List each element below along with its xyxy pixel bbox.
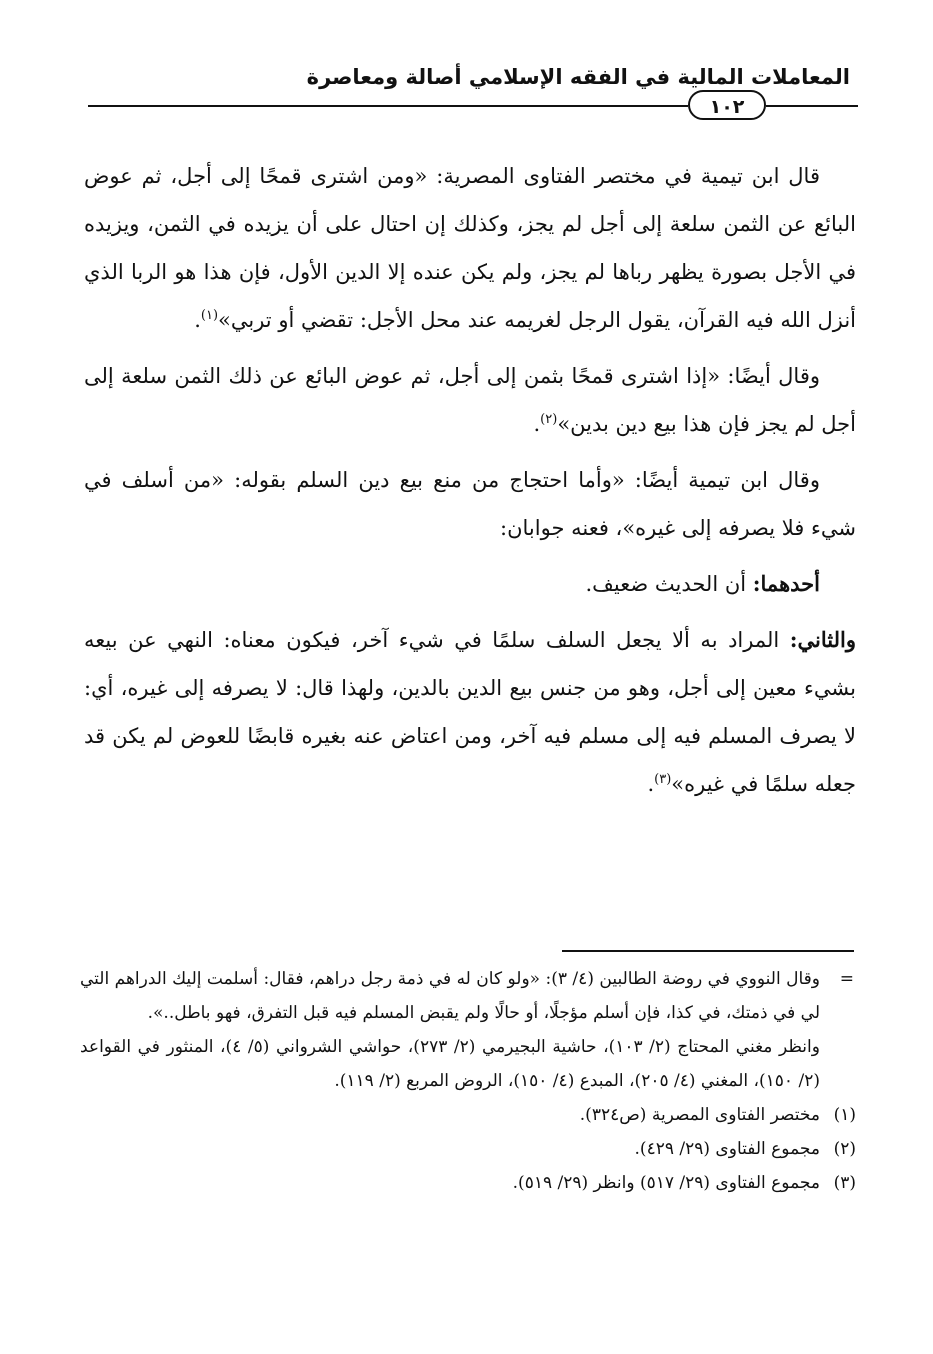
answer-2-text: المراد به ألا يجعل السلف سلمًا في شيء آخر، فيكون معناه: النهي عن بيعه بشيء معين إلى أجل، وهو من جنس بيع الدين بالدين، ولهذا قال: لا يصرفه إلى غيره، أي: لا يصرف المسلم فيه إلى مسلم فيه آخر، ومن اعتاض عنه بغيره قابضًا للعوض لم يكن قد جعله سلمًا في غيره»: [84, 628, 856, 796]
footnote-1-text: مختصر الفتاوى المصرية (ص٣٢٤).: [579, 1105, 820, 1125]
footnote-2-text: مجموع الفتاوى (٢٩/ ٤٢٩).: [634, 1139, 820, 1159]
main-text: [84, 152, 856, 816]
footnote-continuation: [80, 962, 856, 1098]
footnote-2: [80, 1132, 856, 1166]
paragraph-1: قال ابن تيمية في مختصر الفتاوى المصرية: «ومن اشترى قمحًا إلى أجل، ثم عوض البائع عن الثمن سلعة إلى أجل لم يجز، وكذلك إن احتال على أن يزيده في الثمن، ويزيده في الأجل بصورة يظهر رباها لم يجز، ولم يكن عنده إلا الدين الأول، فإن هذا هو الربا الذي أنزل الله فيه القرآن، يقول الرجل لغريمه عند محل الأجل: تقضي أو تربي»$^{(١)}$.: [84, 164, 856, 332]
footnote-3-number: (٣): [833, 1173, 856, 1193]
footnote-3-text: مجموع الفتاوى (٢٩/ ٥١٧) وانظر (٢٩/ ٥١٩).: [512, 1173, 820, 1193]
running-header-title: المعاملات المالية في الفقه الإسلامي أصالة ومعاصرة: [306, 65, 850, 89]
footnotes: [80, 962, 856, 1200]
paragraph-2-text: وقال أيضًا: «إذا اشترى قمحًا بثمن إلى أجل، ثم عوض البائع عن ذلك الثمن سلعة إلى أجل لم يجز فإن هذا بيع دين بدين»: [84, 364, 856, 436]
continuation-text: وقال النووي في روضة الطالبين (٤/ ٣): «ولو كان له في ذمة رجل دراهم، فقال: أسلمت إليك الدراهم التي لي في ذمتك، في كذا، فإن أسلم مؤجلًا، أو حالًا ولم يقبض المسلم فيه قبل التفرق، فهو باطل..».: [80, 969, 820, 1023]
answer-1-text: أن الحديث ضعيف.: [585, 572, 747, 596]
page-number: ١٠٢: [688, 90, 766, 120]
footnote-1-number: (١): [833, 1105, 856, 1125]
paragraph-2: وقال أيضًا: «إذا اشترى قمحًا بثمن إلى أجل، ثم عوض البائع عن ذلك الثمن سلعة إلى أجل لم يجز فإن هذا بيع دين بدين»$^{(٢)}$.: [84, 364, 856, 436]
footnote-1: [80, 1098, 856, 1132]
paragraph-5: والثاني: المراد به ألا يجعل السلف سلمًا في شيء آخر، فيكون معناه: النهي عن بيعه بشيء معين إلى أجل، وهو من جنس بيع الدين بالدين، ولهذا قال: لا يصرفه إلى غيره، أي: لا يصرف المسلم فيه إلى مسلم فيه آخر، ومن اعتاض عنه بغيره قابضًا للعوض لم يكن قد جعله سلمًا في غيره»$^{(٣)}$.: [84, 627, 856, 796]
footnote-ref-3: (٣): [654, 772, 672, 787]
footnote-ref-1: (١): [200, 308, 219, 323]
footnote-2-number: (٢): [833, 1139, 856, 1159]
paragraph-1-text: قال ابن تيمية في مختصر الفتاوى المصرية: «ومن اشترى قمحًا إلى أجل، ثم عوض البائع عن الثمن سلعة إلى أجل لم يجز، وكذلك إن احتال على أن يزيده في الثمن، ويزيده في الأجل بصورة يظهر رباها لم يجز، ولم يكن عنده إلا الدين الأول، فإن هذا هو الربا الذي أنزل الله فيه القرآن، يقول الرجل لغريمه عند محل الأجل: تقضي أو تربي»: [84, 164, 856, 332]
paragraph-4: [84, 560, 856, 608]
answer-1-label: أحدهما:: [752, 571, 820, 596]
answer-2-label: والثاني:: [789, 627, 856, 652]
header-rule: [88, 105, 688, 107]
paragraph-3-text: وقال ابن تيمية أيضًا: «وأما احتجاج من منع بيع دين السلم بقوله: «من أسلف في شيء فلا يصرفه إلى غيره»، فعنه جوابان:: [84, 468, 856, 540]
see-also-text: وانظر مغني المحتاج (٢/ ١٠٣)، حاشية البجيرمي (٢/ ٢٧٣)، حواشي الشرواني (٥/ ٤)، المنثور في القواعد (٢/ ١٥٠)، المغني (٤/ ٢٠٥)، المبدع (٤/ ١٥٠)، الروض المربع (٢/ ١١٩).: [80, 1037, 820, 1091]
footnote-3: [80, 1166, 856, 1200]
footnote-ref-2: (٢): [540, 412, 558, 427]
footnote-separator: [562, 950, 854, 952]
header-rule-right: [766, 105, 858, 107]
paragraph-3: [84, 456, 856, 552]
continuation-mark: =: [839, 969, 854, 989]
